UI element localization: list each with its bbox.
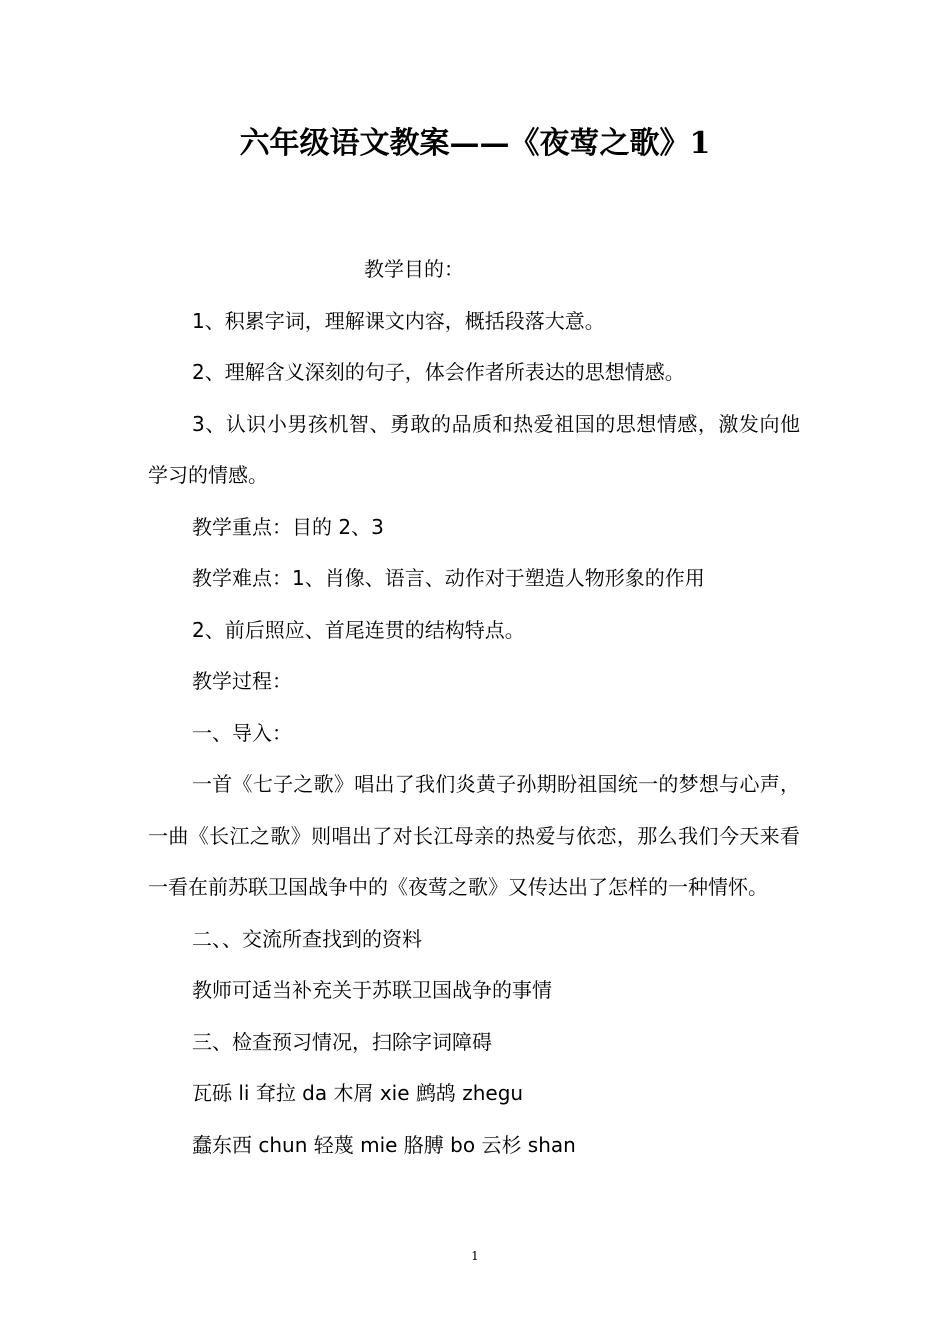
vocab-line-1: 瓦砾 li 耷拉 da 木屑 xie 鹧鸪 zhegu	[192, 1081, 524, 1105]
difficulty-item-2: 2、前后照应、首尾连贯的结构特点。	[192, 617, 525, 642]
objectives-heading: 教学目的：	[364, 257, 464, 281]
objective-item-2: 2、理解含义深刻的句子，体会作者所表达的思想情感。	[192, 360, 685, 384]
section-3-heading: 三、检查预习情况，扫除字词障碍	[192, 1029, 492, 1054]
section-1-heading: 一、导入：	[192, 720, 292, 745]
objective-item-1: 1、积累字词，理解课文内容，概括段落大意。	[192, 308, 605, 333]
section-1-paragraph: 一首《七子之歌》唱出了我们炎黄子孙期盼祖国统一的梦想与心声，一曲《长江之歌》则唱出了对长江母亲的热爱与依恋，那么我们今天来看一看在前苏联卫国战争中的《夜莺之歌》又传达出了怎样的一种情怀。	[148, 772, 800, 899]
vocab-line-2: 蠢东西 chun 轻蔑 mie 胳膊 bo 云杉 shan	[192, 1132, 576, 1157]
key-points: 教学重点：目的 2、3	[192, 514, 384, 539]
section-2-paragraph: 教师可适当补充关于苏联卫国战争的事情	[192, 978, 552, 1002]
page-number: 1	[471, 1249, 479, 1263]
section-2-heading: 二、、交流所查找到的资料	[192, 926, 422, 951]
process-heading: 教学过程：	[192, 669, 292, 693]
difficulty-item-1: 教学难点：1、肖像、语言、动作对于塑造人物形象的作用	[192, 566, 705, 590]
document-title: 六年级语文教案——《夜莺之歌》1	[239, 126, 711, 161]
document-body	[148, 244, 800, 1171]
objective-item-3: 3、认识小男孩机智、勇敢的品质和热爱祖国的思想情感，激发向他学习的情感。	[148, 411, 800, 487]
